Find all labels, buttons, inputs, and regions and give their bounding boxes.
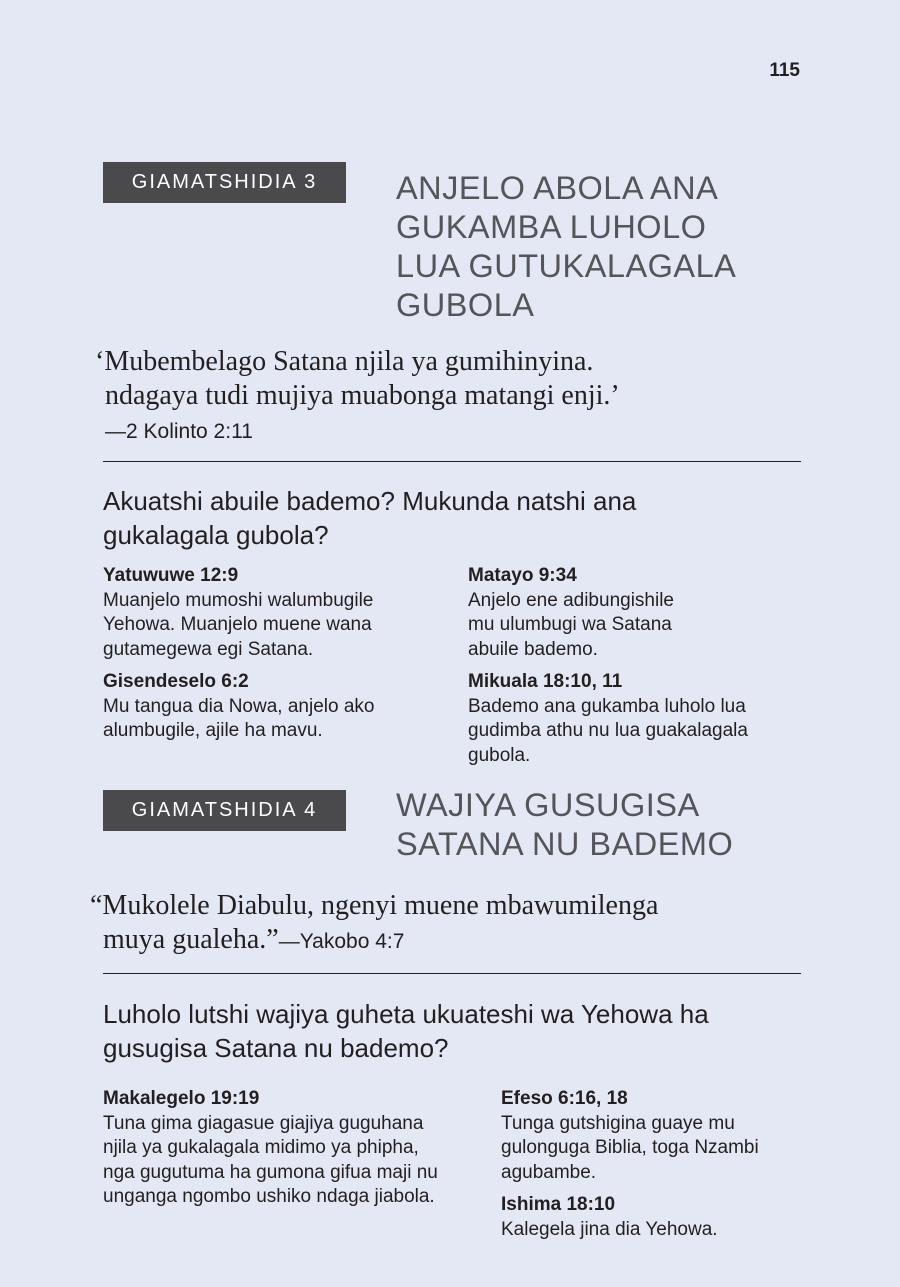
- heading-line: SATANA NU BADEMO: [396, 826, 734, 862]
- heading-line: LUA GUTUKALAGALA: [396, 248, 737, 284]
- scripture-entry: [501, 1087, 821, 1185]
- scripture-text-line: gulonguga Biblia, toga Nzambi: [501, 1137, 759, 1158]
- scripture-text-line: abuile bademo.: [468, 638, 598, 660]
- page-number: 115: [769, 60, 800, 81]
- divider: [103, 461, 801, 462]
- scripture-reference: Mikuala 18:10, 11: [468, 671, 623, 692]
- scripture-text-line: unganga ngombo ushiko ndaga jiabola.: [103, 1186, 435, 1207]
- section-question: [103, 484, 803, 552]
- scripture-entry: [103, 670, 433, 744]
- heading-line: ANJELO ABOLA ANA: [396, 170, 719, 206]
- section-label: GIAMATSHIDIA 3: [103, 162, 346, 203]
- heading-line: GUBOLA: [396, 287, 535, 323]
- quote-line: [90, 923, 820, 959]
- scripture-column-left: [103, 564, 433, 752]
- scripture-reference: Matayo 9:34: [468, 565, 577, 586]
- quote-reference: —2 Kolinto 2:11: [105, 420, 253, 443]
- scripture-text-line: Tunga gutshigina guaye mu: [501, 1112, 735, 1134]
- scripture-text-line: gudimba athu nu lua guakalagala: [468, 720, 748, 741]
- quote-line: ‘Mubembelago Satana njila ya gumihinyina.: [95, 346, 594, 377]
- scripture-text-line: gutamegewa egi Satana.: [103, 638, 314, 660]
- section-question: [103, 997, 803, 1065]
- scripture-quote: [90, 889, 820, 959]
- scripture-column-right: [468, 564, 798, 776]
- scripture-text-line: Tuna gima giagasue giajiya guguhana: [103, 1112, 424, 1134]
- scripture-entry: [501, 1193, 821, 1242]
- scripture-entry: [103, 564, 433, 662]
- scripture-text-line: alumbugile, ajile ha mavu.: [103, 720, 323, 741]
- scripture-text-line: Mu tangua dia Nowa, anjelo ako: [103, 695, 375, 717]
- scripture-text-line: Anjelo ene adibungishile: [468, 589, 674, 611]
- scripture-text-line: mu ulumbugi wa Satana: [468, 614, 672, 635]
- scripture-reference: Ishima 18:10: [501, 1194, 616, 1215]
- scripture-entry: [468, 670, 798, 768]
- quote-line-text: muya gualeha.”: [103, 924, 279, 955]
- scripture-reference: Makalegelo 19:19: [103, 1088, 260, 1109]
- scripture-text-line: Muanjelo mumoshi walumbugile: [103, 589, 374, 611]
- question-line: Akuatshi abuile bademo? Mukunda natshi ana: [103, 486, 637, 516]
- scripture-text-line: nga gugutuma ha gumona gifua maji nu: [103, 1161, 438, 1183]
- question-line: gukalagala gubola?: [103, 520, 329, 550]
- quote-line: “Mukolele Diabulu, ngenyi muene mbawumilenga: [90, 890, 659, 921]
- heading-line: WAJIYA GUSUGISA: [396, 787, 700, 823]
- scripture-quote: [95, 345, 825, 449]
- question-line: gusugisa Satana nu bademo?: [103, 1033, 449, 1063]
- scripture-text-line: njila ya gukalagala midimo ya phipha,: [103, 1137, 419, 1158]
- section-label: GIAMATSHIDIA 4: [103, 790, 346, 831]
- quote-line: ndagaya tudi mujiya muabonga matangi enji.’: [105, 380, 620, 411]
- question-line: Luholo lutshi wajiya guheta ukuateshi wa Yehowa ha: [103, 999, 709, 1029]
- scripture-text-line: agubambe.: [501, 1161, 597, 1183]
- scripture-column-left: [103, 1087, 493, 1218]
- scripture-text-line: Kalegela jina dia Yehowa.: [501, 1218, 718, 1240]
- section-heading: [396, 169, 816, 325]
- section-heading: [396, 786, 816, 864]
- divider: [103, 973, 801, 974]
- scripture-entry: [103, 1087, 493, 1210]
- scripture-reference: Gisendeselo 6:2: [103, 671, 249, 692]
- heading-line: GUKAMBA LUHOLO: [396, 209, 707, 245]
- scripture-column-right: [501, 1087, 821, 1250]
- scripture-text-line: gubola.: [468, 744, 531, 766]
- scripture-entry: [468, 564, 798, 662]
- quote-reference: —Yakobo 4:7: [278, 930, 405, 953]
- scripture-reference: Yatuwuwe 12:9: [103, 565, 239, 586]
- scripture-reference: Efeso 6:16, 18: [501, 1088, 628, 1109]
- scripture-text-line: Yehowa. Muanjelo muene wana: [103, 614, 372, 635]
- scripture-text-line: Bademo ana gukamba luholo lua: [468, 695, 746, 717]
